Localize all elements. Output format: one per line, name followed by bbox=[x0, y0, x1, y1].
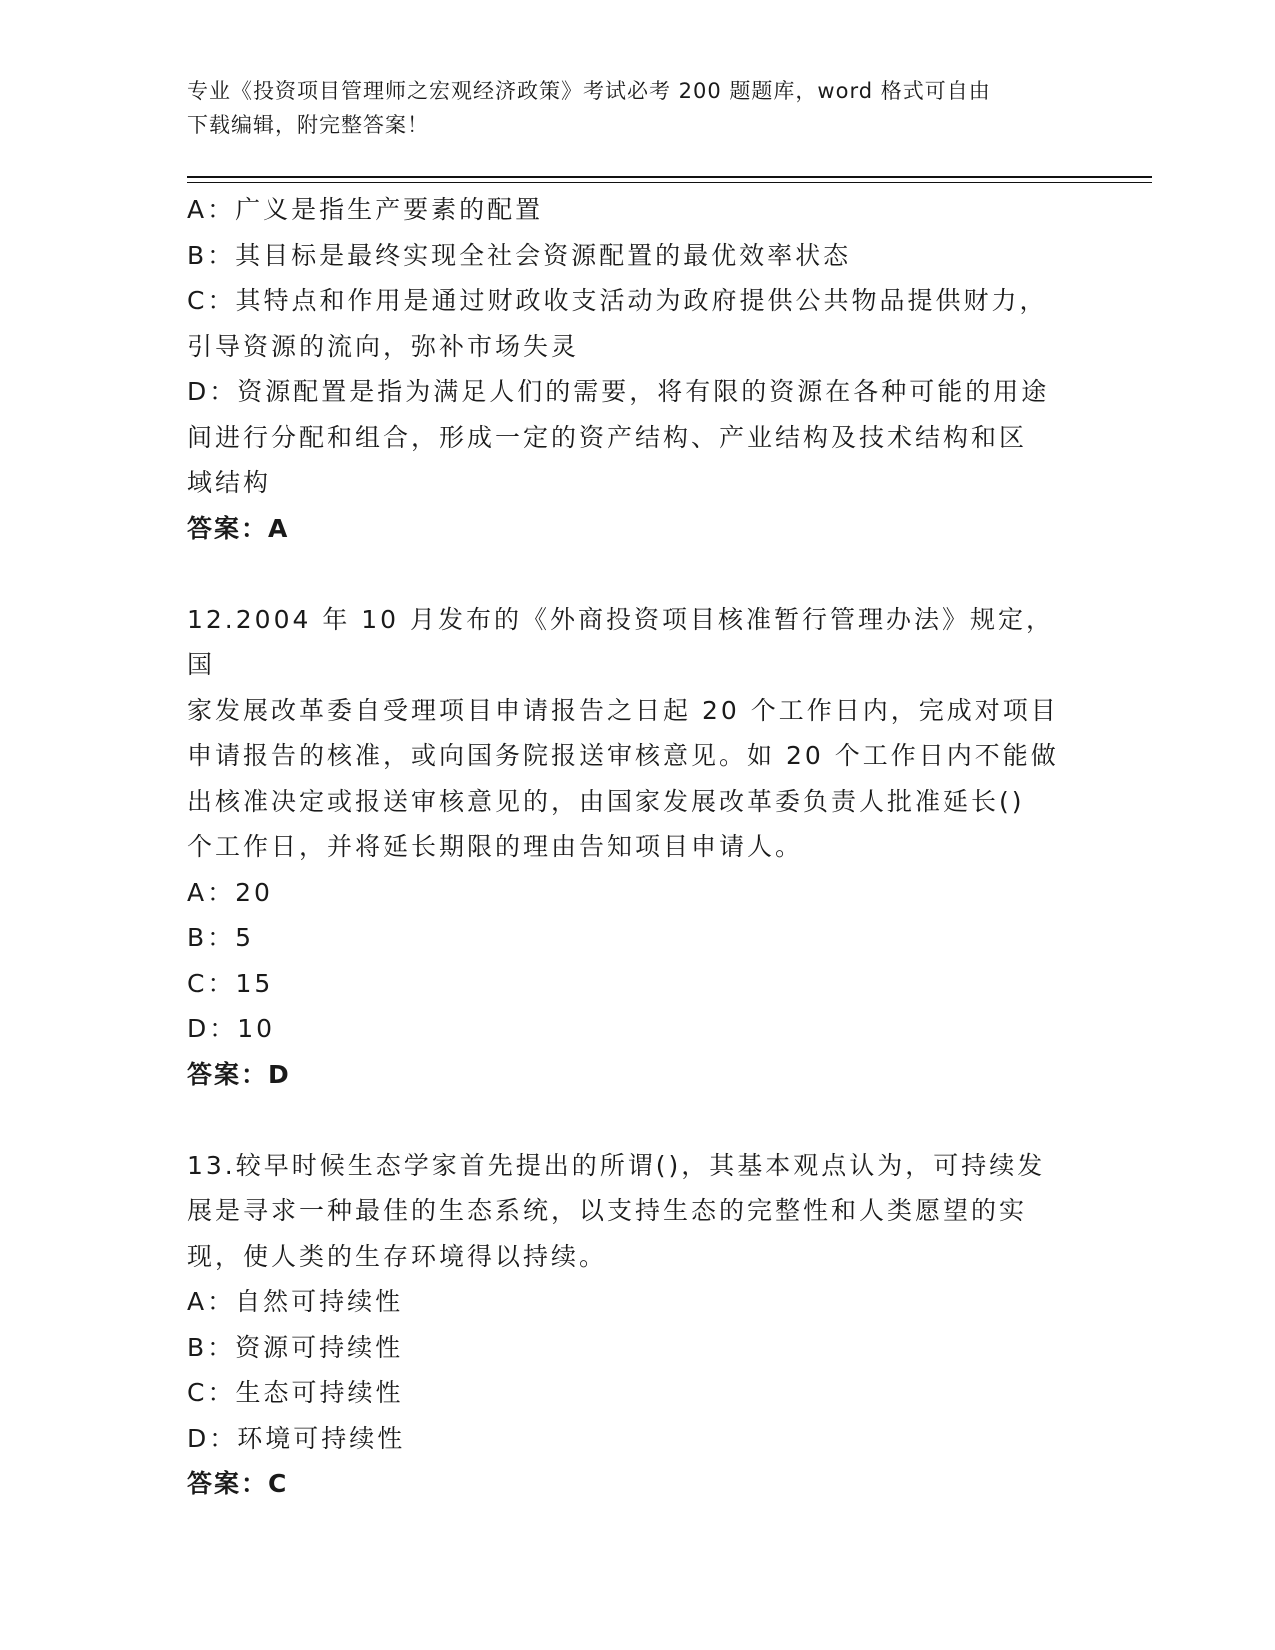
q13-option-a: A：自然可持续性 bbox=[187, 1287, 404, 1316]
question-13 bbox=[187, 1143, 1067, 1507]
q12-answer: 答案：D bbox=[187, 1059, 291, 1089]
document-body bbox=[187, 187, 1067, 1507]
q12-stem-line-1: 12.2004 年 10 月发布的《外商投资项目核准暂行管理办法》规定，国 bbox=[187, 604, 1055, 679]
header-line-2: 下载编辑，附完整答案！ bbox=[187, 113, 429, 137]
q13-option-d: D：环境可持续性 bbox=[187, 1423, 406, 1453]
q13-stem-line-3: 现，使人类的生存环境得以持续。 bbox=[187, 1241, 608, 1271]
q12-option-d: D：10 bbox=[187, 1014, 276, 1043]
q12-stem-line-4: 出核准决定或报送审核意见的，由国家发展改革委负责人批准延长() bbox=[187, 786, 1025, 816]
q11-answer: 答案：A bbox=[187, 513, 290, 543]
q12-option-b: B：5 bbox=[187, 923, 255, 952]
q11-option-c-line-2: 引导资源的流向，弥补市场失灵 bbox=[187, 331, 580, 361]
spacer bbox=[187, 551, 1067, 597]
q13-option-b: B：资源可持续性 bbox=[187, 1332, 404, 1362]
q11-option-c-line-1: C：其特点和作用是通过财政收支活动为政府提供公共物品提供财力， bbox=[187, 286, 1048, 315]
spacer bbox=[187, 1097, 1067, 1143]
q12-stem-line-3: 申请报告的核准，或向国务院报送审核意见。如 20 个工作日内不能做 bbox=[187, 741, 1059, 770]
q13-stem-line-1: 13.较早时候生态学家首先提出的所谓()，其基本观点认为，可持续发 bbox=[187, 1150, 1046, 1180]
q12-option-a: A：20 bbox=[187, 877, 273, 907]
q12-stem-line-2: 家发展改革委自受理项目申请报告之日起 20 个工作日内，完成对项目 bbox=[187, 695, 1059, 725]
document-header bbox=[187, 74, 1067, 142]
question-12 bbox=[187, 597, 1067, 1098]
q11-option-b: B：其目标是最终实现全社会资源配置的最优效率状态 bbox=[187, 240, 852, 270]
header-line-1: 专业《投资项目管理师之宏观经济政策》考试必考 200 题题库，word 格式可自由 bbox=[187, 79, 991, 103]
q11-option-d-line-2: 间进行分配和组合，形成一定的资产结构、产业结构及技术结构和区 bbox=[187, 422, 1028, 452]
question-11-options bbox=[187, 187, 1067, 551]
q13-stem-line-2: 展是寻求一种最佳的生态系统，以支持生态的完整性和人类愿望的实 bbox=[187, 1196, 1028, 1225]
q12-stem-line-5: 个工作日，并将延长期限的理由告知项目申请人。 bbox=[187, 832, 804, 861]
header-divider-thin bbox=[187, 182, 1152, 183]
q13-option-c: C：生态可持续性 bbox=[187, 1378, 404, 1407]
header-divider-thick bbox=[187, 176, 1152, 178]
q11-option-a: A：广义是指生产要素的配置 bbox=[187, 195, 544, 224]
q11-option-d-line-1: D：资源配置是指为满足人们的需要，将有限的资源在各种可能的用途 bbox=[187, 377, 1050, 406]
q13-answer: 答案：C bbox=[187, 1469, 289, 1498]
q12-option-c: C：15 bbox=[187, 968, 274, 998]
q11-option-d-line-3: 域结构 bbox=[187, 468, 272, 497]
